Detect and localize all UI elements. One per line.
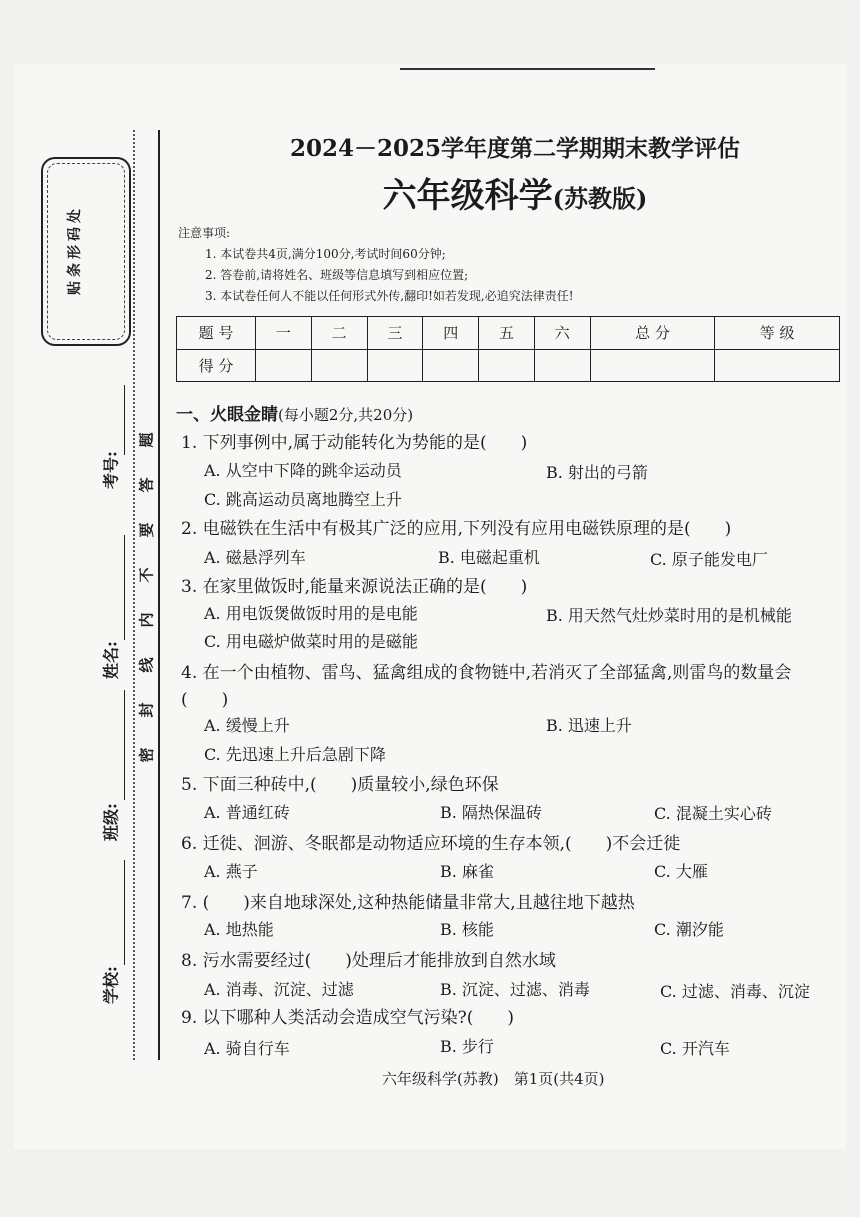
question-stem: 6. 迁徙、洄游、冬眠都是动物适应环境的生存本领,( )不会迁徙 xyxy=(181,834,681,854)
score-cell[interactable] xyxy=(534,349,590,382)
note-item: 1. 本试卷共4页,满分100分,考试时间60分钟; xyxy=(205,247,446,261)
score-table xyxy=(176,316,840,382)
note-item: 2. 答卷前,请将姓名、班级等信息填写到相应位置; xyxy=(205,268,469,282)
option: C. 跳高运动员离地腾空上升 xyxy=(204,490,402,509)
option: B. 沉淀、过滤、消毒 xyxy=(440,980,590,999)
option: A. 普通红砖 xyxy=(204,803,290,822)
option: A. 从空中下降的跳伞运动员 xyxy=(204,461,402,480)
score-header-cell: 三 xyxy=(367,317,423,350)
option: B. 用天然气灶炒菜时用的是机械能 xyxy=(546,606,792,625)
score-header-cell: 题 号 xyxy=(177,317,256,350)
question-stem: 5. 下面三种砖中,( )质量较小,绿色环保 xyxy=(181,775,499,795)
score-cell[interactable] xyxy=(423,349,479,382)
seal-char: 答 xyxy=(137,477,156,493)
question-stem: 4. 在一个由植物、雷鸟、猛禽组成的食物链中,若消灭了全部猛禽,则雷鸟的数量会 xyxy=(181,663,792,683)
option: A. 地热能 xyxy=(204,920,274,939)
subject-name: 六年级科学 xyxy=(382,176,553,216)
field-class-line xyxy=(124,690,125,800)
option: A. 磁悬浮列车 xyxy=(204,548,306,567)
score-cell[interactable] xyxy=(590,349,715,382)
score-header-cell: 六 xyxy=(534,317,590,350)
option: C. 原子能发电厂 xyxy=(650,550,768,569)
option: C. 混凝土实心砖 xyxy=(654,804,772,823)
barcode-label: 贴条形码处 xyxy=(67,205,83,295)
score-header-cell: 二 xyxy=(311,317,367,350)
option: C. 潮汐能 xyxy=(654,920,724,939)
seal-char: 题 xyxy=(137,432,156,448)
field-class: 班级: xyxy=(101,803,121,841)
seal-char: 要 xyxy=(137,522,156,538)
question-stem: 3. 在家里做饭时,能量来源说法正确的是( ) xyxy=(181,577,528,597)
subject-title xyxy=(170,168,860,217)
question-stem-cont: ( ) xyxy=(181,690,229,710)
question-stem: 1. 下列事例中,属于动能转化为势能的是( ) xyxy=(181,433,528,453)
option: B. 步行 xyxy=(440,1037,494,1056)
score-cell[interactable] xyxy=(311,349,367,382)
question-stem: 9. 以下哪种人类活动会造成空气污染?( ) xyxy=(181,1008,515,1028)
page-footer: 六年级科学(苏教) 第1页(共4页) xyxy=(382,1070,605,1088)
option: A. 缓慢上升 xyxy=(204,716,290,735)
option: B. 射出的弓箭 xyxy=(546,463,648,482)
score-cell[interactable] xyxy=(256,349,312,382)
field-name: 姓名: xyxy=(101,641,121,679)
option: C. 先迅速上升后急剧下降 xyxy=(204,745,386,764)
seal-char: 不 xyxy=(137,567,156,583)
option: C. 用电磁炉做菜时用的是磁能 xyxy=(204,632,418,651)
question-stem: 7. ( )来自地球深处,这种热能储量非常大,且越往地下越热 xyxy=(181,893,635,913)
section-heading: 一、火眼金睛(每小题2分,共20分) xyxy=(176,405,414,425)
seal-char: 密 xyxy=(137,747,156,763)
score-cell[interactable] xyxy=(367,349,423,382)
score-header-cell: 一 xyxy=(256,317,312,350)
edition: (苏教版) xyxy=(552,184,648,213)
score-header-cell: 四 xyxy=(423,317,479,350)
score-header-cell: 总 分 xyxy=(590,317,715,350)
exam-title: 2024－2025学年度第二学期期末教学评估 xyxy=(289,135,741,162)
seal-char: 封 xyxy=(137,702,156,718)
option: B. 核能 xyxy=(440,920,494,939)
option: A. 骑自行车 xyxy=(204,1039,290,1058)
question-stem: 8. 污水需要经过( )处理后才能排放到自然水域 xyxy=(181,951,556,971)
notes-heading: 注意事项: xyxy=(178,226,231,240)
option: B. 隔热保温砖 xyxy=(440,803,542,822)
score-header-cell: 等 级 xyxy=(715,317,840,350)
seal-char: 线 xyxy=(137,657,156,673)
score-cell[interactable] xyxy=(715,349,840,382)
field-school: 学校: xyxy=(101,966,121,1004)
option: C. 过滤、消毒、沉淀 xyxy=(660,982,810,1001)
seal-dotted-line xyxy=(133,130,135,1060)
option: B. 电磁起重机 xyxy=(438,548,540,567)
score-row-label: 得 分 xyxy=(177,349,256,382)
field-exam-number-line xyxy=(124,385,125,455)
option: A. 消毒、沉淀、过滤 xyxy=(204,980,354,999)
field-exam-number: 考号: xyxy=(101,451,121,489)
score-cell[interactable] xyxy=(479,349,535,382)
option: A. 用电饭煲做饭时用的是电能 xyxy=(204,604,418,623)
field-name-line xyxy=(124,535,125,640)
section-points: (每小题2分,共20分) xyxy=(278,406,414,424)
option: B. 麻雀 xyxy=(440,862,494,881)
option: C. 开汽车 xyxy=(660,1039,730,1058)
question-stem: 2. 电磁铁在生活中有极其广泛的应用,下列没有应用电磁铁原理的是( ) xyxy=(181,519,732,539)
note-item: 3. 本试卷任何人不能以任何形式外传,翻印!如若发现,必追究法律责任! xyxy=(205,289,574,303)
barcode-area xyxy=(41,157,131,346)
seal-char: 内 xyxy=(137,612,156,628)
margin-rule xyxy=(158,130,160,1060)
field-school-line xyxy=(124,860,125,965)
score-header-cell: 五 xyxy=(479,317,535,350)
top-rule xyxy=(400,68,655,70)
option: A. 燕子 xyxy=(204,862,258,881)
option: C. 大雁 xyxy=(654,862,708,881)
option: B. 迅速上升 xyxy=(546,716,632,735)
